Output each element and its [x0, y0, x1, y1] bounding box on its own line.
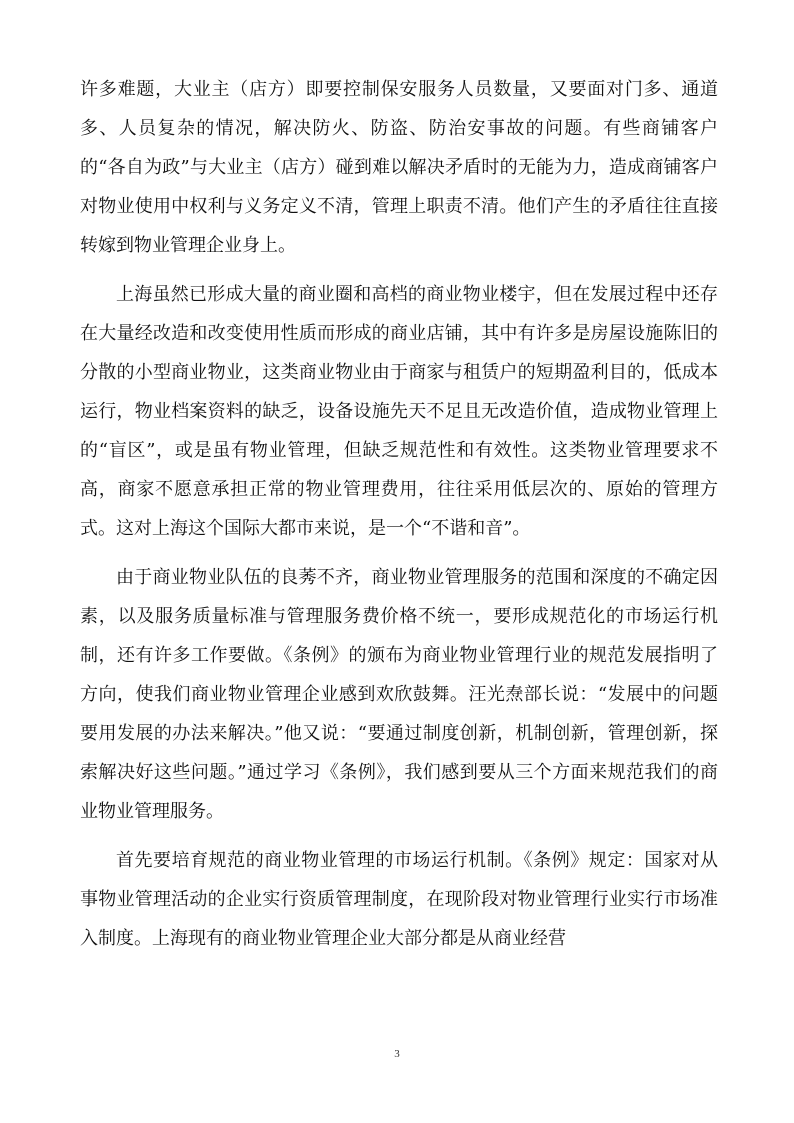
- paragraph-first-measure: 首先要培育规范的商业物业管理的市场运行机制。《条例》规定：国家对从事物业管理活动的企业实行资质管理制度，在现阶段对物业管理行业实行市场准入制度。上海现有的商业物业管理企业大部分都是从商业经营: [80, 850, 718, 949]
- paragraph-shanghai-commercial: 上海虽然已形成大量的商业圈和高档的商业物业楼宇，但在发展过程中还存在大量经改造和改变使用性质而形成的商业店铺，其中有许多是房屋设施陈旧的分散的小型商业物业，这类商业物业由于商家与租赁户的短期盈利目的，低成本运行，物业档案资料的缺乏，设备设施先天不足且无改造价值，造成物业管理上的“盲区”，或是虽有物业管理，但缺乏规范性和有效性。这类物业管理要求不高，商家不愿意承担正常的物业管理费用，往往采用低层次的、原始的管理方式。这对上海这个国际大都市来说，是一个“不谐和音”。: [80, 284, 718, 539]
- document-body: [80, 70, 718, 968]
- page-number: 3: [394, 1048, 400, 1060]
- paragraph-market-regulation: 由于商业物业队伍的良莠不齐，商业物业管理服务的范围和深度的不确定因素，以及服务质量标准与管理服务费价格不统一，要形成规范化的市场运行机制，还有许多工作要做。《条例》的颁布为商业物业管理行业的规范发展指明了方向，使我们商业物业管理企业感到欢欣鼓舞。汪光焘部长说：“发展中的问题要用发展的办法来解决。”他又说：“要通过制度创新，机制创新，管理创新，探索解决好这些问题。”通过学习《条例》，我们感到要从三个方面来规范我们的商业物业管理服务。: [80, 567, 718, 822]
- paragraph-continued: 许多难题，大业主（店方）即要控制保安服务人员数量，又要面对门多、通道多、人员复杂的情况，解决防火、防盗、防治安事故的问题。有些商铺客户的“各自为政”与大业主（店方）碰到难以解决矛盾时的无能为力，造成商铺客户对物业使用中权利与义务定义不清，管理上职责不清。他们产生的矛盾往往直接转嫁到物业管理企业身上。: [80, 79, 718, 256]
